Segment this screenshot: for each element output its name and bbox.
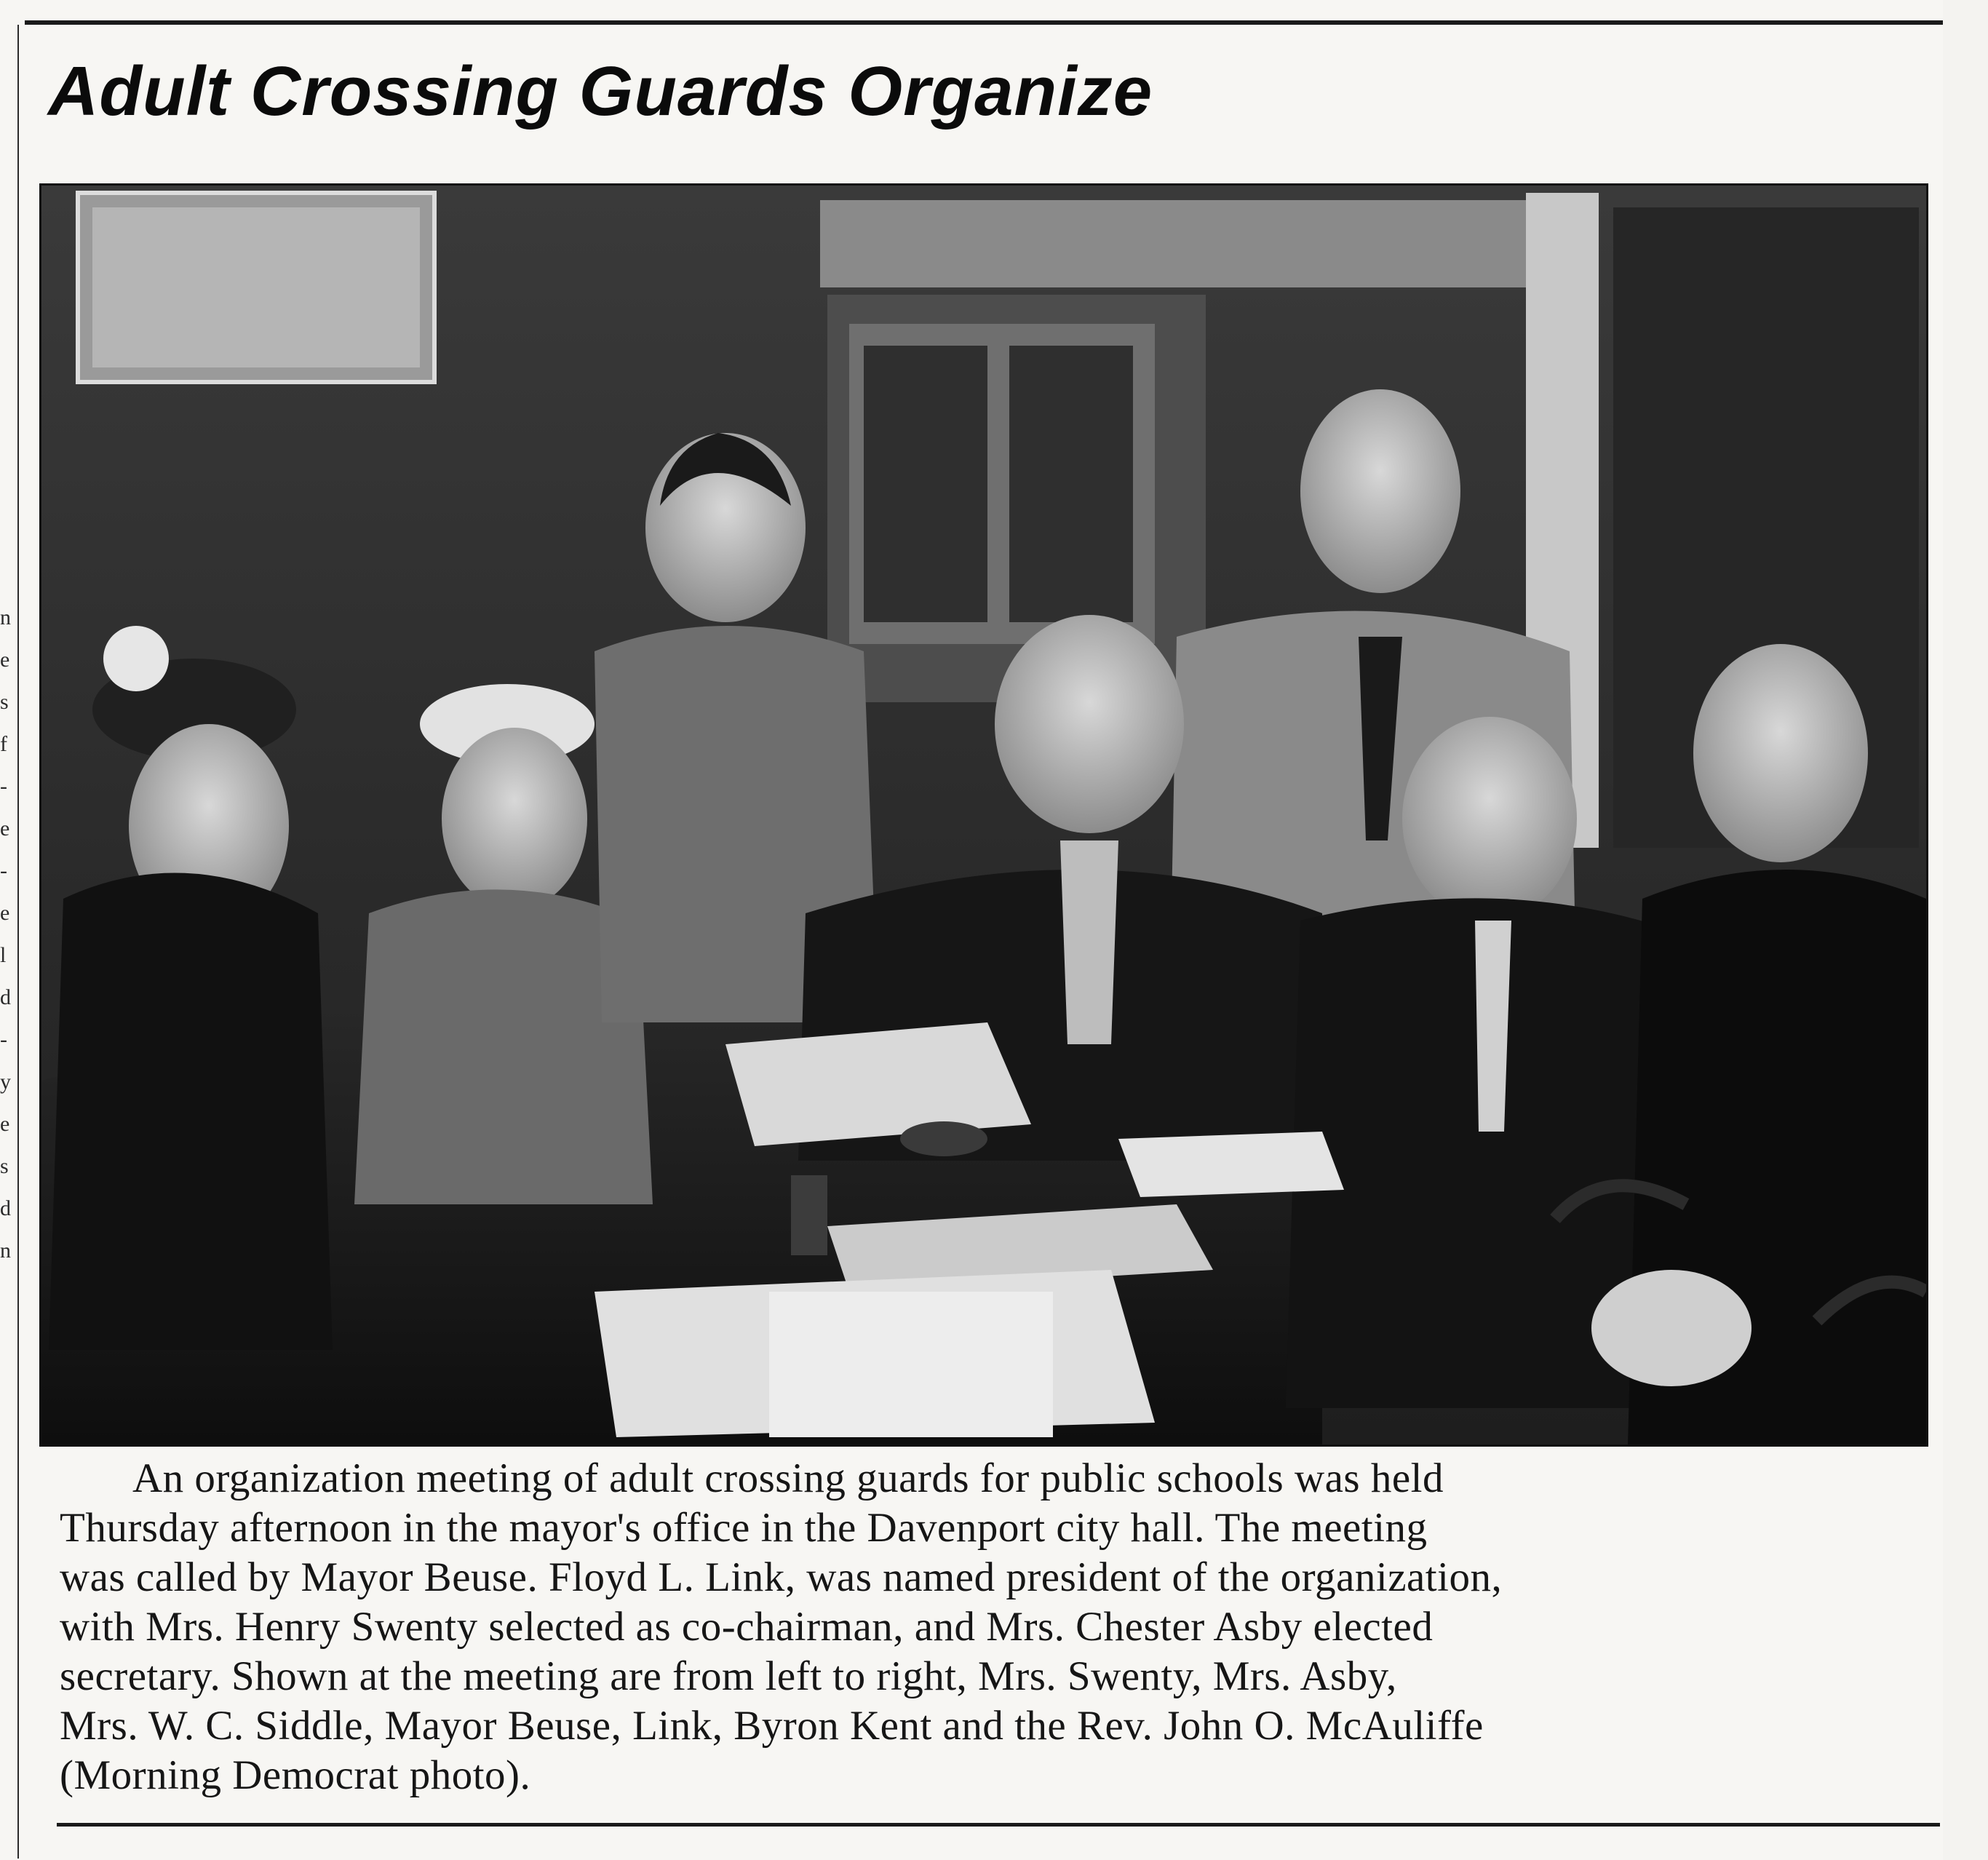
margin-glyph: e: [0, 648, 10, 672]
margin-glyph: f: [0, 732, 7, 756]
caption-line: was called by Mayor Beuse. Floyd L. Link, was named president of the organization,: [60, 1554, 1503, 1600]
margin-glyph: n: [0, 1239, 11, 1263]
caption-line: Thursday afternoon in the mayor's office in the Davenport city hall. The meeting: [60, 1505, 1428, 1551]
margin-glyph: e: [0, 901, 10, 925]
margin-glyph: n: [0, 605, 11, 629]
caption-line: Mrs. W. C. Siddle, Mayor Beuse, Link, Byron Kent and the Rev. John O. McAuliffe: [60, 1703, 1484, 1749]
margin-glyph: e: [0, 816, 10, 840]
caption-line: (Morning Democrat photo).: [60, 1752, 531, 1798]
photo-caption: [60, 1454, 1930, 1818]
margin-glyph: y: [0, 1070, 11, 1094]
news-photo: [39, 183, 1928, 1447]
margin-glyph: d: [0, 1196, 11, 1220]
caption-line: with Mrs. Henry Swenty selected as co-chairman, and Mrs. Chester Asby elected: [60, 1604, 1434, 1650]
article-headline: Adult Crossing Guards Organize: [48, 52, 1153, 130]
meeting-photo-illustration: [41, 186, 1926, 1444]
margin-glyph: l: [0, 943, 7, 967]
caption-line: An organization meeting of adult crossing guards for public schools was held: [132, 1455, 1444, 1501]
margin-glyph: d: [0, 985, 11, 1009]
page-margin: [1943, 0, 1988, 1860]
caption-line: secretary. Shown at the meeting are from left to right, Mrs. Swenty, Mrs. Asby,: [60, 1653, 1397, 1699]
margin-glyph: -: [0, 774, 7, 798]
top-rule: [25, 20, 1946, 25]
bottom-rule: [57, 1823, 1940, 1827]
adjacent-column-fragment: [0, 597, 16, 1506]
column-rule: [17, 25, 19, 1859]
margin-glyph: s: [0, 690, 9, 714]
margin-glyph: e: [0, 1112, 10, 1136]
margin-glyph: -: [0, 859, 7, 883]
margin-glyph: -: [0, 1028, 7, 1052]
margin-glyph: s: [0, 1154, 9, 1178]
